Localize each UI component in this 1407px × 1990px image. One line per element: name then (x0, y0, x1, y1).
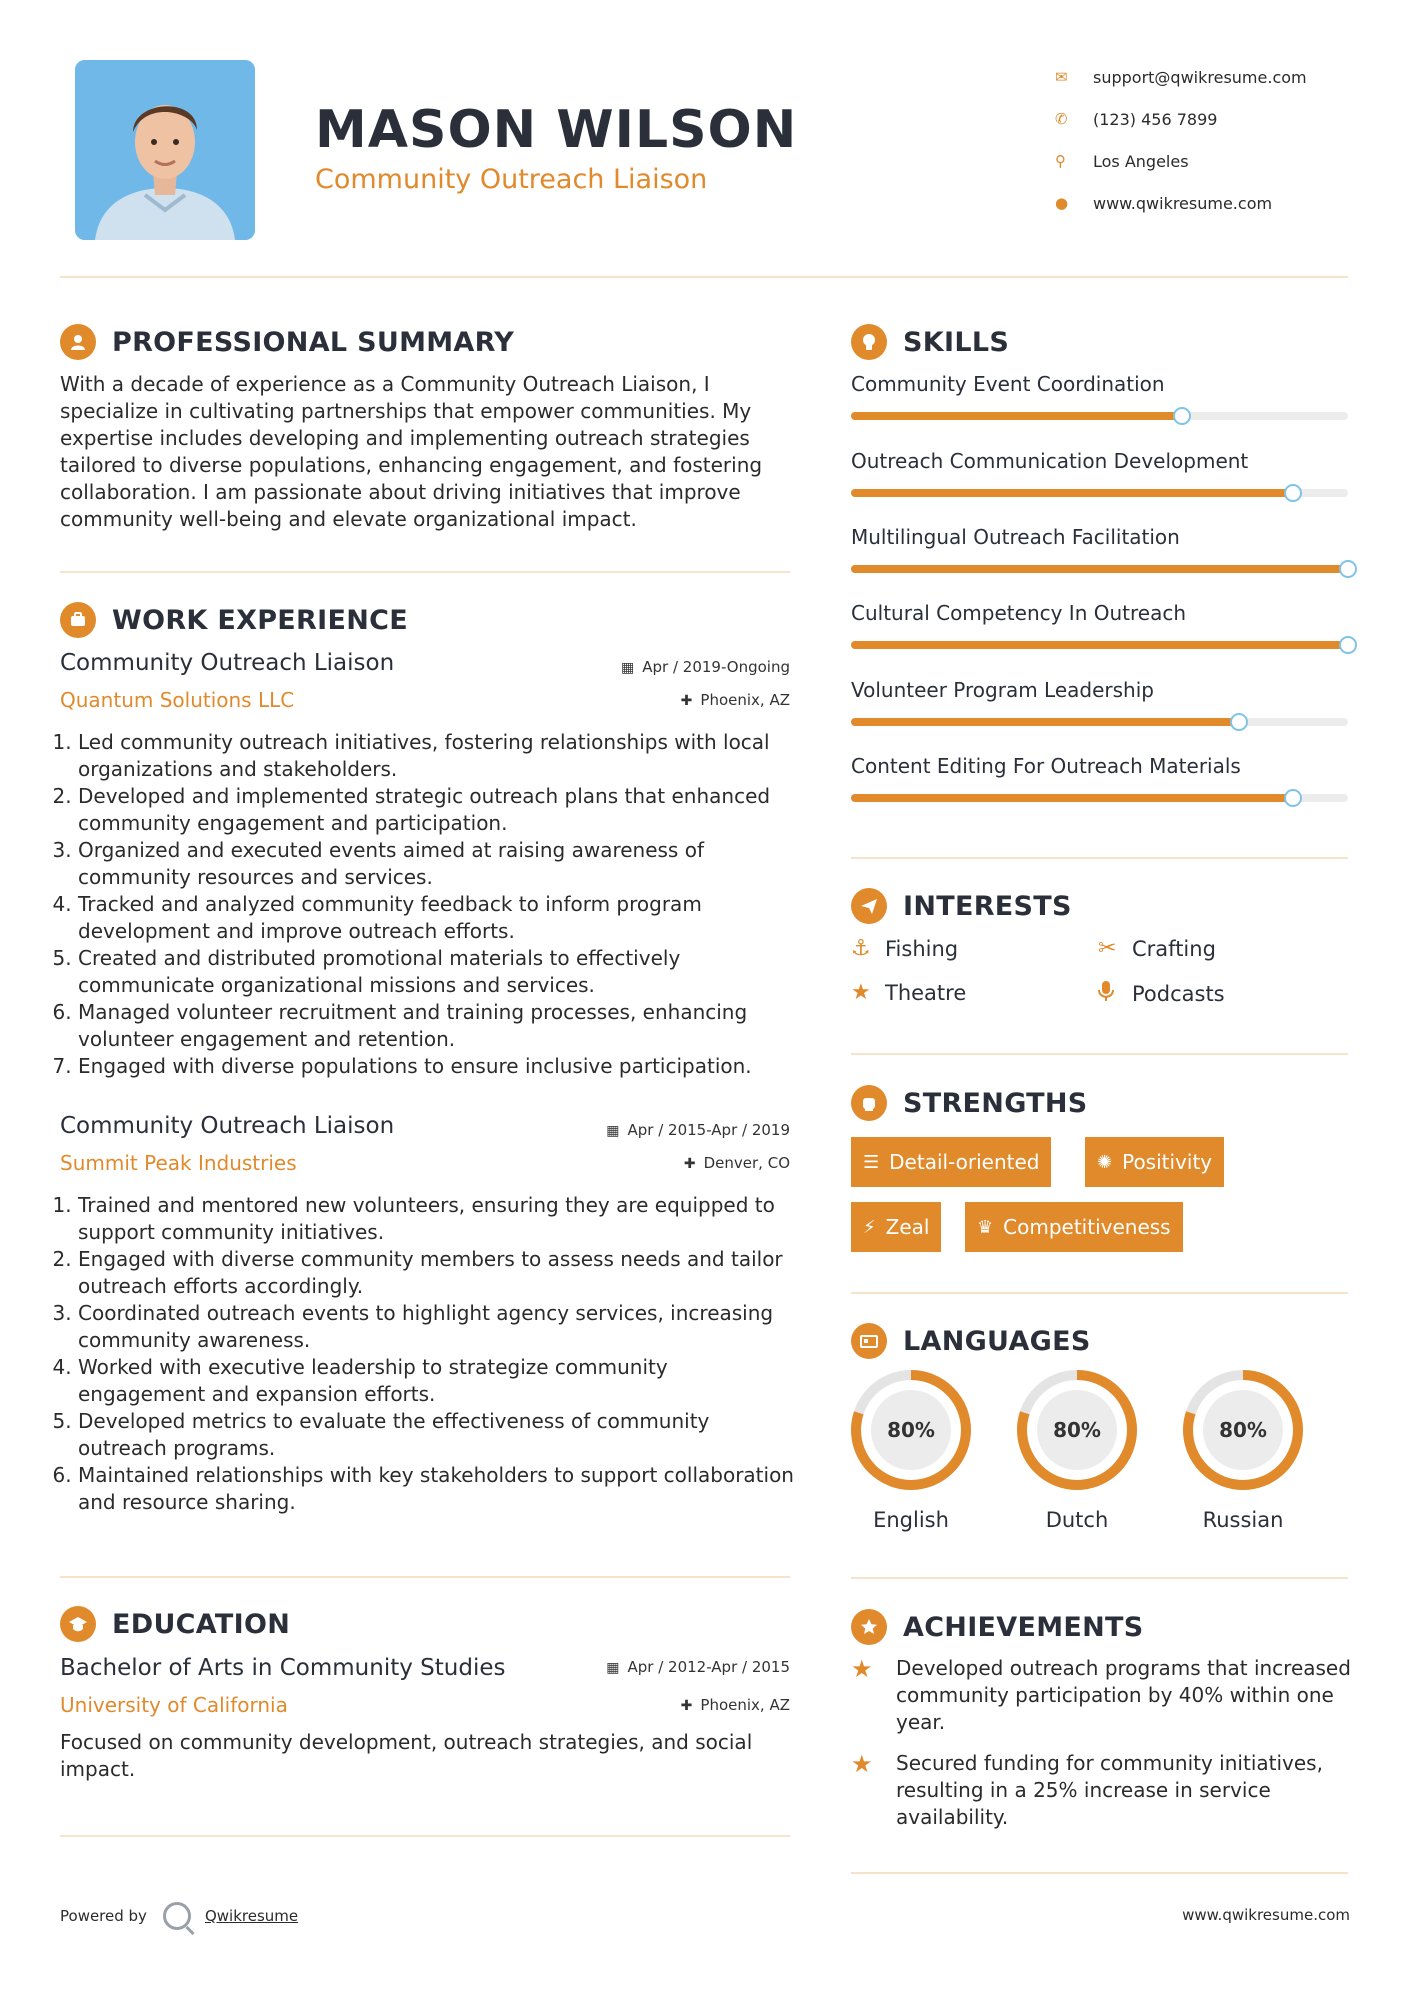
contact-email-text: support@qwikresume.com (1093, 67, 1307, 87)
language-dutch (1015, 1368, 1139, 1532)
strength-label: Positivity (1122, 1150, 1213, 1174)
skill-item (851, 754, 1348, 802)
duty-item: 6. Managed volunteer recruitment and training processes, enhancing volunteer engagement and retention. (78, 999, 800, 1053)
skill-name: Community Event Coordination (851, 372, 1165, 396)
skill-bar-fill (851, 641, 1348, 649)
strength-label: Detail-oriented (889, 1150, 1040, 1174)
job-1-title: Community Outreach Liaison (60, 650, 395, 676)
phone-icon: ✆ (1055, 110, 1068, 128)
skill-bar-fill (851, 794, 1293, 802)
skill-bar-knob (1339, 560, 1357, 578)
contact-email[interactable] (1055, 56, 1355, 98)
candidate-name: MASON WILSON (315, 100, 798, 160)
interest-crafting (1098, 936, 1216, 961)
interest-label: Crafting (1132, 936, 1216, 961)
duty-item: 5. Created and distributed promotional materials to effectively communicate organizational missions and services. (78, 945, 800, 999)
calendar-icon: ▦ (606, 1660, 620, 1676)
job-2-dates-text: Apr / 2015-Apr / 2019 (627, 1121, 790, 1139)
skill-name: Multilingual Outreach Facilitation (851, 525, 1180, 549)
interest-theatre (851, 980, 966, 1005)
job-2-duties (60, 1192, 800, 1516)
achievement-text: Secured funding for community initiatives, resulting in a 25% increase in service availability. (896, 1751, 1323, 1829)
duty-item: 4. Tracked and analyzed community feedback to inform program development and improve outreach efforts. (78, 891, 800, 945)
pushpin-icon: ✚ (680, 693, 693, 709)
contact-block (1055, 56, 1355, 224)
envelope-icon: ✉ (1055, 68, 1068, 86)
education-degree: Bachelor of Arts in Community Studies (60, 1655, 506, 1681)
paper-plane-icon (851, 888, 887, 924)
language-card-icon (851, 1323, 887, 1359)
achievements-heading-text: ACHIEVEMENTS (903, 1611, 1144, 1643)
job-1-dates (621, 658, 790, 676)
calendar-icon: ▦ (606, 1123, 620, 1139)
contact-phone[interactable] (1055, 98, 1355, 140)
skill-bar (851, 412, 1348, 420)
user-icon (60, 324, 96, 360)
star-icon: ★ (851, 1655, 873, 1683)
language-name: Russian (1202, 1508, 1284, 1532)
profile-photo (75, 60, 255, 240)
contact-website[interactable] (1055, 182, 1355, 224)
contact-phone-text: (123) 456 7899 (1093, 109, 1218, 129)
education-dates (606, 1658, 790, 1676)
job-2-location-text: Denver, CO (703, 1154, 790, 1172)
skill-bar (851, 718, 1348, 726)
education-school: University of California (60, 1693, 288, 1717)
candidate-title: Community Outreach Liaison (315, 164, 708, 195)
interest-podcasts (1098, 980, 1225, 1008)
skill-name: Volunteer Program Leadership (851, 678, 1154, 702)
education-divider (60, 1835, 790, 1837)
duty-item: 5. Developed metrics to evaluate the effectiveness of community outreach programs. (78, 1408, 800, 1462)
skill-bar-fill (851, 718, 1239, 726)
footer-powered-by (60, 1902, 298, 1930)
pushpin-icon: ✚ (683, 1156, 696, 1172)
job-1-duties (60, 729, 800, 1080)
skill-name: Outreach Communication Development (851, 449, 1249, 473)
skill-item (851, 525, 1348, 573)
skill-item (851, 372, 1348, 420)
duty-item: 4. Worked with executive leadership to strategize community engagement and expansion efforts. (78, 1354, 800, 1408)
summary-text: With a decade of experience as a Community Outreach Liaison, I specialize in cultivating partnerships that empower communities. My expertise includes developing and implementing outreach strategies tailored to diverse populations, enhancing engagement, and fostering collaboration. I am passionate about driving initiatives that improve community well-being and elevate organizational impact. (60, 372, 763, 531)
skill-bar-knob (1339, 636, 1357, 654)
graduation-icon (60, 1606, 96, 1642)
contact-website-text: www.qwikresume.com (1093, 193, 1273, 213)
job-2-location (684, 1154, 790, 1172)
duty-item: 6. Maintained relationships with key stakeholders to support collaboration and resource sharing. (78, 1462, 800, 1516)
summary-divider (60, 571, 790, 573)
achievement-text: Developed outreach programs that increased community participation by 40% within one year. (896, 1656, 1351, 1734)
interest-label: Theatre (885, 980, 967, 1005)
language-percent: 80% (887, 1418, 935, 1442)
summary-heading (60, 324, 514, 360)
scissors-icon: ✂ (1098, 936, 1117, 961)
job-1-company: Quantum Solutions LLC (60, 688, 295, 712)
interest-fishing (851, 936, 958, 961)
strengths-heading-text: STRENGTHS (903, 1087, 1088, 1119)
skill-bar-knob (1284, 789, 1302, 807)
languages-heading (851, 1323, 1091, 1359)
education-description: Focused on community development, outreach strategies, and social impact. (60, 1730, 753, 1781)
star-icon: ★ (851, 980, 871, 1005)
anchor-icon: ⚓ (851, 936, 871, 961)
job-1-location (681, 691, 790, 709)
skill-item (851, 601, 1348, 649)
skill-bar (851, 794, 1348, 802)
duty-item: 7. Engaged with diverse populations to ensure inclusive participation. (78, 1053, 800, 1080)
language-percent: 80% (1053, 1418, 1101, 1442)
skill-bar (851, 641, 1348, 649)
achievement-item (851, 1655, 1361, 1736)
education-dates-text: Apr / 2012-Apr / 2015 (627, 1658, 790, 1676)
footer-website[interactable]: www.qwikresume.com (1182, 1906, 1350, 1924)
map-pin-icon: ⚲ (1055, 152, 1066, 170)
duty-item: 1. Trained and mentored new volunteers, ensuring they are equipped to support community initiatives. (78, 1192, 800, 1246)
briefcase-icon (60, 602, 96, 638)
strength-label: Competitiveness (1003, 1215, 1171, 1239)
achievements-heading (851, 1609, 1144, 1645)
strengths-divider (851, 1292, 1348, 1294)
skill-bar (851, 489, 1348, 497)
contact-location-text: Los Angeles (1093, 151, 1189, 171)
interest-label: Podcasts (1132, 982, 1225, 1006)
qwikresume-link[interactable]: Qwikresume (204, 1907, 299, 1925)
skill-bar-knob (1173, 407, 1191, 425)
experience-divider (60, 1576, 790, 1578)
skills-heading-text: SKILLS (903, 326, 1010, 358)
duty-item: 2. Engaged with diverse community members to assess needs and tailor outreach efforts accordingly. (78, 1246, 800, 1300)
language-russian (1181, 1368, 1305, 1532)
language-name: Dutch (1045, 1508, 1109, 1532)
achievement-item (851, 1750, 1361, 1831)
trophy-icon: ♛ (977, 1216, 994, 1238)
strength-label: Zeal (885, 1215, 930, 1239)
job-2-company: Summit Peak Industries (60, 1151, 297, 1175)
qwikresume-logo-icon (163, 1902, 191, 1930)
education-location (681, 1696, 790, 1714)
header-divider (60, 276, 1348, 278)
list-icon: ☰ (863, 1151, 880, 1173)
duty-item: 3. Coordinated outreach events to highlight agency services, increasing community awareness. (78, 1300, 800, 1354)
interest-label: Fishing (885, 936, 959, 961)
languages-divider (851, 1577, 1348, 1579)
powered-by-label: Powered by (60, 1907, 147, 1925)
languages-heading-text: LANGUAGES (903, 1325, 1091, 1357)
language-english (849, 1368, 973, 1532)
education-heading (60, 1606, 290, 1642)
globe-icon: ● (1055, 194, 1069, 212)
calendar-icon: ▦ (621, 660, 635, 676)
strength-chip (851, 1137, 1051, 1187)
strengths-heading (851, 1085, 1088, 1121)
duty-item: 1. Led community outreach initiatives, fostering relationships with local organizations and stakeholders. (78, 729, 800, 783)
skill-item (851, 678, 1348, 726)
skills-heading (851, 324, 1009, 360)
skill-bar-fill (851, 412, 1182, 420)
skill-bar-fill (851, 565, 1348, 573)
job-2-dates (606, 1121, 790, 1139)
experience-heading-text: WORK EXPERIENCE (112, 604, 408, 636)
skill-name: Cultural Competency In Outreach (851, 601, 1187, 625)
interests-divider (851, 1053, 1348, 1055)
education-location-text: Phoenix, AZ (700, 1696, 790, 1714)
pushpin-icon: ✚ (680, 1698, 693, 1714)
language-name: English (873, 1508, 949, 1532)
achievements-divider (851, 1872, 1348, 1874)
skill-bar-fill (851, 489, 1293, 497)
education-heading-text: EDUCATION (112, 1608, 291, 1640)
interests-heading-text: INTERESTS (903, 890, 1072, 922)
language-percent: 80% (1219, 1418, 1267, 1442)
profile-photo-illustration (75, 60, 255, 240)
summary-heading-text: PROFESSIONAL SUMMARY (112, 326, 515, 358)
skill-bar (851, 565, 1348, 573)
skills-divider (851, 857, 1348, 859)
job-1-dates-text: Apr / 2019-Ongoing (642, 658, 790, 676)
sun-icon: ✺ (1097, 1151, 1113, 1173)
lightbulb-icon (851, 324, 887, 360)
star-badge-icon (851, 1609, 887, 1645)
job-2-title: Community Outreach Liaison (60, 1113, 395, 1139)
microphone-icon (1098, 980, 1132, 1008)
duty-item: 2. Developed and implemented strategic outreach plans that enhanced community engagement and participation. (78, 783, 800, 837)
contact-location (1055, 140, 1355, 182)
job-1-location-text: Phoenix, AZ (700, 691, 790, 709)
flame-icon: ⚡ (863, 1216, 876, 1238)
skill-bar-knob (1284, 484, 1302, 502)
skill-bar-knob (1230, 713, 1248, 731)
experience-heading (60, 602, 408, 638)
star-icon: ★ (851, 1750, 873, 1778)
interests-heading (851, 888, 1072, 924)
strength-chip (965, 1202, 1183, 1252)
strength-chip (851, 1202, 941, 1252)
fist-icon (851, 1085, 887, 1121)
skill-item (851, 449, 1348, 497)
skill-name: Content Editing For Outreach Materials (851, 754, 1241, 778)
duty-item: 3. Organized and executed events aimed at raising awareness of community resources and services. (78, 837, 800, 891)
strength-chip (1085, 1137, 1224, 1187)
